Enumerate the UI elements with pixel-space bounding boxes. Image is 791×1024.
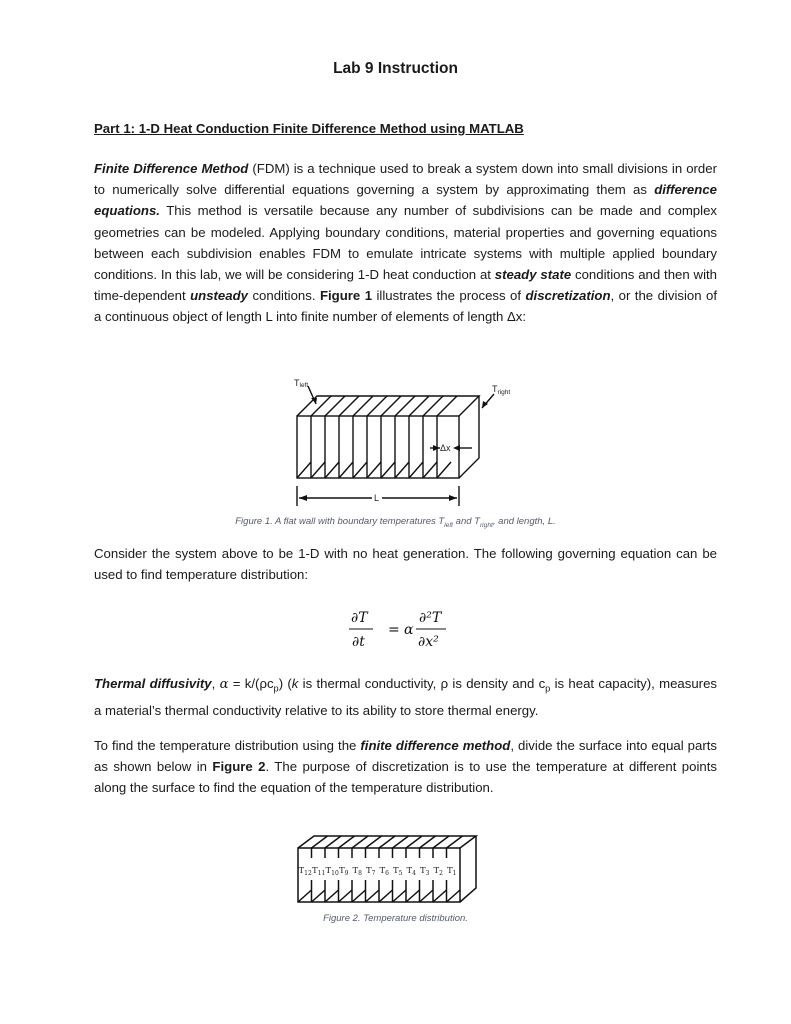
figure2-caption: Figure 2. Temperature distribution. xyxy=(323,913,468,924)
temperature-node-label: $T_8$ xyxy=(352,866,362,877)
lhs-numerator: ∂T xyxy=(351,610,368,626)
temperature-node-label: $T_3$ xyxy=(420,866,430,877)
temperature-node-label: $T_7$ xyxy=(366,866,376,877)
dx-label: Δx xyxy=(440,443,451,453)
t-left-label: Tleft xyxy=(294,378,309,389)
wall-top-face xyxy=(297,396,479,416)
figure2-temperature-diagram xyxy=(290,830,490,910)
steady-state-term: steady state xyxy=(494,267,572,283)
governing-equation-intro: Consider the system above to be 1-D with no heat generation. The following governing equation can be used to find temperature distribution: xyxy=(94,546,717,583)
slice-lines xyxy=(297,396,457,478)
difference-equations-term: difference equations. xyxy=(94,182,717,219)
fdm-term: Finite Difference Method xyxy=(94,161,249,176)
temperature-node-label: $T_9$ xyxy=(339,866,349,877)
temperature-node-label: $T_2$ xyxy=(433,866,443,877)
equals-sign: = xyxy=(388,622,400,638)
t-right-label: $T_{right}$ xyxy=(492,384,511,396)
temperature-node-label: $T_5$ xyxy=(393,866,403,877)
temperature-node-label: $T_{10}$ xyxy=(325,866,339,877)
fdm-term-2: finite difference method xyxy=(360,738,511,753)
wall-right-face xyxy=(459,396,479,478)
rhs-denominator: ∂x² xyxy=(418,634,439,650)
length-label: L xyxy=(374,493,380,503)
temperature-node-label: $T_{11}$ xyxy=(312,866,326,877)
figure1-wall-diagram xyxy=(280,374,530,514)
unsteady-term: unsteady xyxy=(190,288,248,304)
page-title: Lab 9 Instruction xyxy=(333,60,458,77)
fdm-procedure-paragraph: To find the temperature distribution using the finite difference method, divide the surface into equal parts as shown below in Figure 2. The purpose of discretization is to use the temperature at different points along the surface to find the equation of the temperature distribution. xyxy=(94,738,717,796)
temperature-node-label: $T_4$ xyxy=(406,866,416,877)
fig2-temperature-labels xyxy=(299,866,457,877)
heat-equation xyxy=(0,604,791,652)
temperature-node-label: $T_6$ xyxy=(379,866,389,877)
temperature-node-label: $T_{12}$ xyxy=(298,866,312,877)
lhs-denominator: ∂t xyxy=(352,634,365,650)
figure1-reference: Figure 1 xyxy=(319,288,373,304)
figure1-caption: Figure 1. A flat wall with boundary temperatures $T_{left}$ and $T_{right}$, and length, L. xyxy=(235,516,556,529)
discretization-term: discretization xyxy=(525,288,611,304)
section-heading: Part 1: 1-D Heat Conduction Finite Difference Method using MATLAB xyxy=(94,121,524,136)
alpha-symbol: α xyxy=(404,622,414,638)
intro-paragraph: Finite Difference Method (FDM) is a technique used to break a system down into small divisions in order to numerically solve differential equations governing a system by approximating them as difference equations. This method is versatile because any number of subdivisions can be made and complex geometries can be modeled. Applying boundary conditions, material properties and governing equations between each subdivision enables FDM to emulate intricate systems with multiple applied boundary conditions. In this lab, we will be considering 1-D heat conduction at steady state conditions and then with time-dependent unsteady conditions. Figure 1 illustrates the process of discretization, or the division of a continuous object of length L into finite number of elements of length Δx: xyxy=(94,161,718,325)
temperature-node-label: $T_1$ xyxy=(447,866,457,877)
thermal-diffusivity-term: Thermal diffusivity xyxy=(94,676,212,691)
thermal-diffusivity-paragraph: Thermal diffusivity, $\alpha = k/(\rho c_p)$ (k is thermal conductivity, ρ is density and $c_p$ is heat capacity), measures a material’s thermal conductivity relative to its ability to store thermal energy. xyxy=(94,676,717,718)
rhs-numerator: ∂²T xyxy=(419,610,442,626)
figure2-reference: Figure 2 xyxy=(212,759,266,775)
